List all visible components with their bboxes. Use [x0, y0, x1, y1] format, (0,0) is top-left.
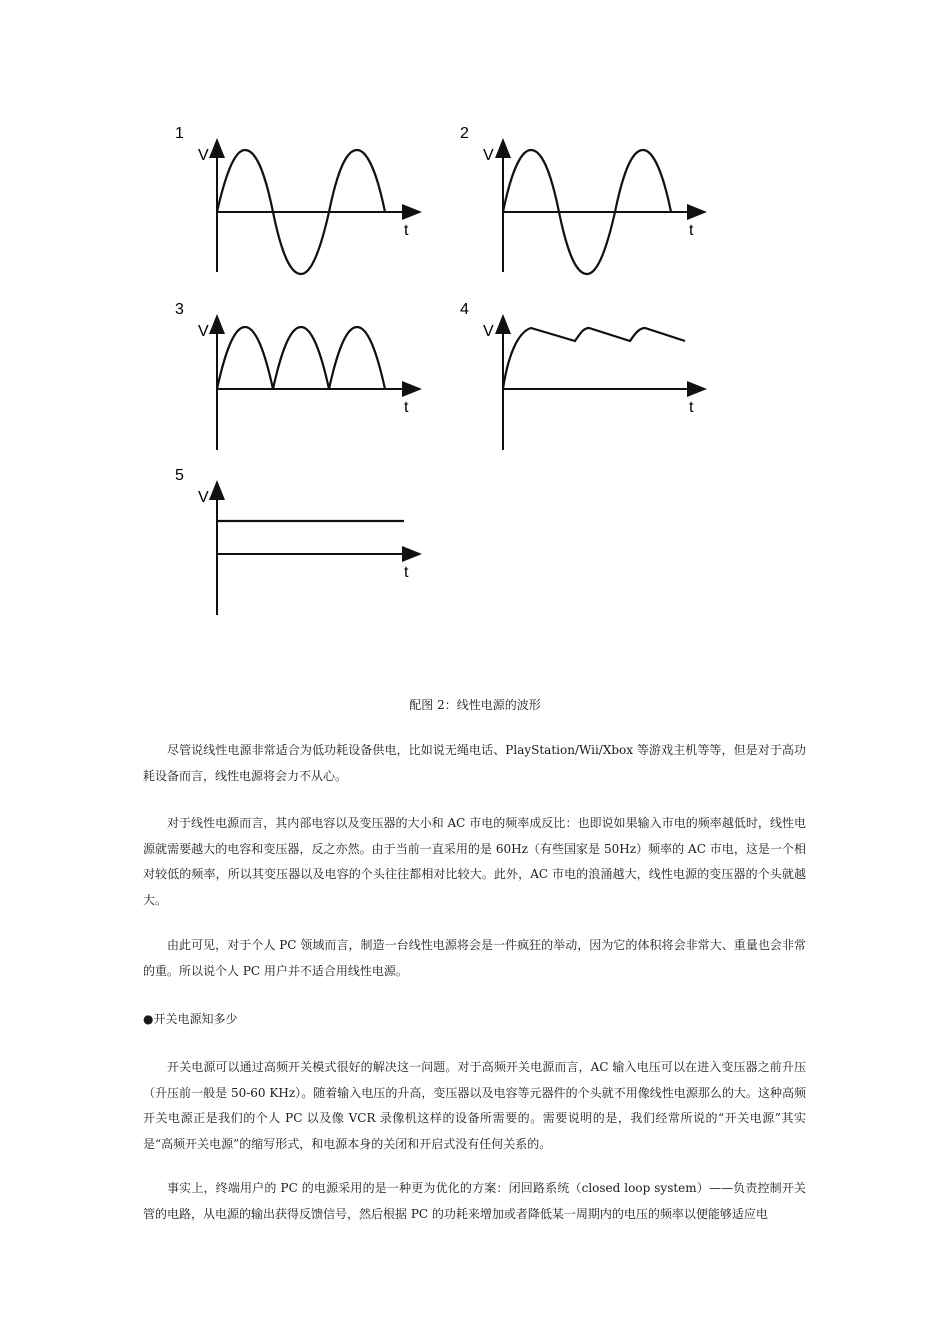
graph-3-v-label: V — [198, 323, 209, 340]
paragraph-3: 由此可见，对于个人 PC 领域而言，制造一台线性电源将会是一件疯狂的举动，因为它的体积将会非常大、重量也会非常的重。所以说个人 PC 用户并不适合用线性电源。 — [143, 938, 806, 978]
graph-3 — [175, 301, 412, 450]
graph-2 — [460, 125, 697, 274]
graph-2-number: 2 — [460, 125, 469, 142]
graph-4 — [460, 301, 697, 450]
graph-1-t-label: t — [404, 222, 409, 239]
figure-caption: 配图 2：线性电源的波形 — [409, 698, 541, 712]
graph-2-v-label: V — [483, 147, 494, 164]
graph-4-v-label: V — [483, 323, 494, 340]
graph-5-t-label: t — [404, 564, 409, 581]
paragraph-5: 事实上，终端用户的 PC 的电源采用的是一种更为优化的方案：闭回路系统（closed loop system）——负责控制开关管的电路，从电源的输出获得反馈信号，然后根据 PC 的功耗来增加或者降低某一周期内的电压的频率以便能够适应电 — [143, 1181, 806, 1221]
graph-1-number: 1 — [175, 125, 184, 142]
paragraph-2: 对于线性电源而言，其内部电容以及变压器的大小和 AC 市电的频率成反比：也即说如果输入市电的频率越低时，线性电源就需要越大的电容和变压器，反之亦然。由于当前一直采用的是 60Hz（有些国家是 50Hz）频率的 AC 市电，这是一个相对较低的频率，所以其变压器以及电容的个头往往都相对比较大。此外，AC 市电的浪涌越大，线性电源的变压器的个头就越大。 — [143, 816, 806, 907]
paragraph-1: 尽管说线性电源非常适合为低功耗设备供电，比如说无绳电话、PlayStation/Wii/Xbox 等游戏主机等等，但是对于高功耗设备而言，线性电源将会力不从心。 — [143, 743, 806, 783]
graph-4-t-label: t — [689, 399, 694, 416]
graph-2-t-label: t — [689, 222, 694, 239]
graph-3-number: 3 — [175, 301, 184, 318]
graph-3-wave — [217, 327, 385, 389]
graph-1 — [175, 125, 412, 274]
section-heading: ●开关电源知多少 — [143, 1012, 238, 1026]
graph-4-wave — [503, 328, 685, 389]
paragraph-4: 开关电源可以通过高频开关模式很好的解决这一问题。对于高频开关电源而言，AC 输入电压可以在进入变压器之前升压（升压前一般是 50-60 KHz）。随着输入电压的升高，变压器以及电容等元器件的个头就不用像线性电源那么的大。这种高频开关电源正是我们的个人 PC 以及像 VCR 录像机这样的设备所需要的。需要说明的是，我们经常所说的“开关电源”其实是“高频开关电源”的缩写形式，和电源本身的关闭和开启式没有任何关系的。 — [143, 1060, 806, 1151]
graph-5-v-label: V — [198, 489, 209, 506]
graph-5 — [175, 467, 412, 615]
graph-1-v-label: V — [198, 147, 209, 164]
graph-5-number: 5 — [175, 467, 184, 484]
graph-3-t-label: t — [404, 399, 409, 416]
graph-4-number: 4 — [460, 301, 469, 318]
